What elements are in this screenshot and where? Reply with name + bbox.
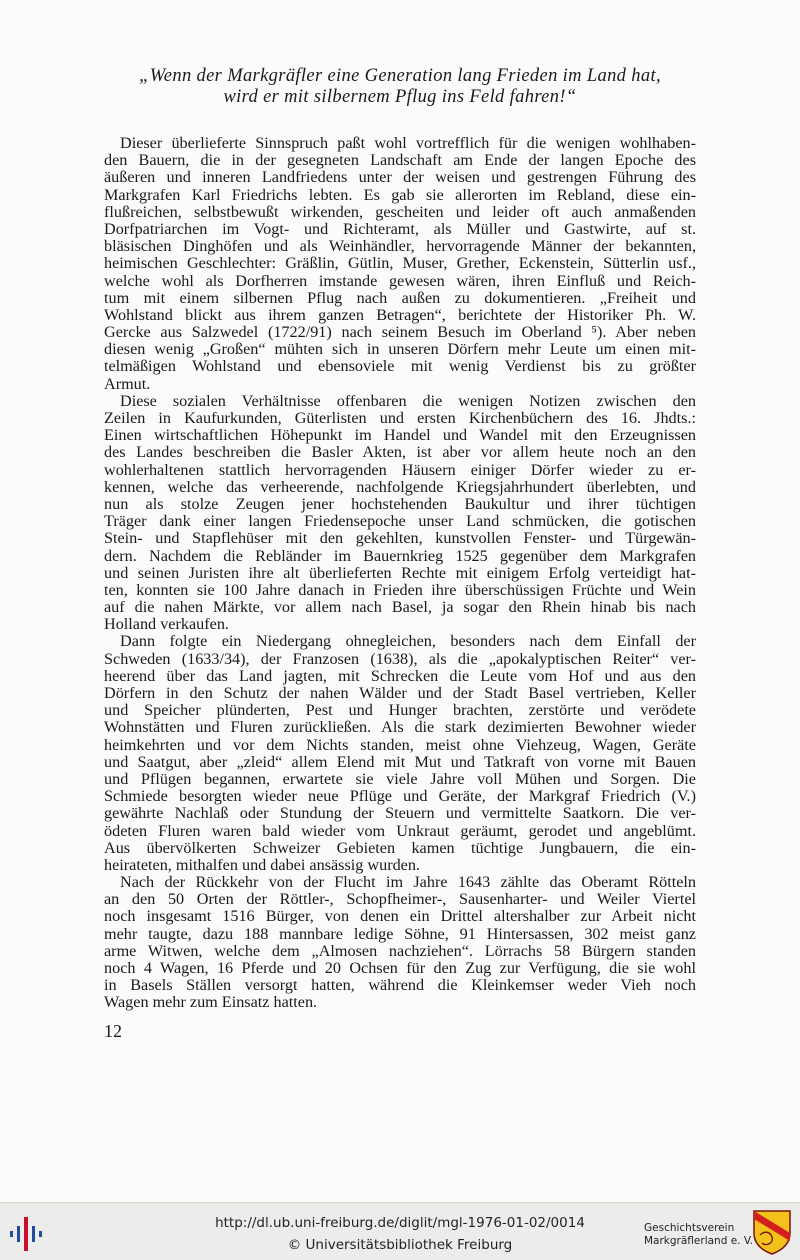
text-line: an den 50 Orten der Röttler-, Schopfheimer-, Sausenharter- und Weiler Viertel — [104, 891, 696, 909]
text-line: Gercke aus Salzwedel (1722/91) nach seinem Besuch im Oberland ⁵). Aber neben — [104, 324, 696, 342]
text-line: Dörfern in den Schutz der nahen Wälder und der Stadt Basel vertrieben, Keller — [104, 685, 696, 702]
text-line: Wohnstätten und Fluren zurückließen. Als die stark dezimierten Bewohner wieder — [104, 719, 696, 737]
text-line: noch 4 Wagen, 16 Pferde und 20 Ochsen für den Zug zur Verfügung, die sie wohl — [104, 960, 696, 977]
text-line: heimkehrten und vor dem Nichts standen, meist ohne Viehzeug, Wagen, Geräte — [104, 736, 696, 754]
society-name-line-1: Geschichtsverein — [644, 1222, 735, 1234]
footer-bar — [0, 1202, 800, 1260]
text-line: dern. Nachdem die Rebländer im Bauernkrieg 1525 gegenüber dem Markgrafen — [104, 547, 696, 565]
text-line: Markgrafen Karl Friedrichs lebten. Es gab sie allerorten im Rebland, diese ein- — [104, 186, 696, 204]
text-line: Stein- und Stapflehüser mit den gekehlten, kunstvollen Fenster- und Türgewän- — [104, 530, 696, 548]
text-line: arme Witwen, welche dem „Almosen nachziehen“. Lörrachs 58 Bürgern standen — [104, 942, 696, 960]
text-line: Schweden (1633/34), der Franzosen (1638), als die „apokalyptischen Reiter“ ver- — [104, 650, 696, 668]
text-line: in Basels Ställen versorgt hatten, während die Kleinkemser weder Vieh noch — [104, 977, 696, 995]
text-line: gewährte Nachlaß oder Stundung der Steuern und vermittelte Saatkorn. Die ver- — [104, 805, 696, 823]
society-name — [644, 1222, 753, 1248]
text-line: mehr taugte, dazu 188 mannbare ledige Söhne, 91 Hintersassen, 302 meist ganz — [104, 925, 696, 943]
text-line: Einen wirtschaftlichen Höhepunkt im Handel und Wandel mit den Erzeugnissen — [104, 427, 696, 445]
text-line: heerend über das Land jagten, mit Schrecken die Leute vom Hof und aus den — [104, 667, 696, 685]
text-line: tum mit einem silbernen Pflug nach außen zu dokumentieren. „Freiheit und — [104, 289, 696, 307]
body-text — [104, 135, 696, 1012]
text-line: kennen, welche das verheerende, nachfolgende Kriegsjahrhundert überlebten, und — [104, 478, 696, 496]
text-line: Zeilen in Kaufurkunden, Güterlisten und ersten Kirchenbüchern des 16. Jhdts.: — [104, 410, 696, 427]
text-line: Dieser überlieferte Sinnspruch paßt wohl vortrefflich für die wenigen wohlhaben- — [120, 135, 696, 152]
text-line: wohlerhaltenen stattlich hervorragenden Häusern einiger Dörfer wieder zu er- — [104, 461, 696, 479]
page-number: 12 — [104, 1021, 122, 1041]
text-line: heirateten, mithalfen und dabei ansässig wurden. — [104, 856, 421, 874]
text-line: und Speicher plünderten, Pest und Hunger brachten, zerstörte und verödete — [104, 702, 696, 720]
text-line: Aus übervölkerten Schweizer Gebieten kamen tüchtige Jungbauern, die ein- — [104, 839, 696, 857]
text-line: des Landes beschreiben die Basler Akten, ist aber vor allem heute noch an den — [104, 444, 696, 462]
motto-line-2: wird er mit silbernem Pflug ins Feld fahren!“ — [223, 87, 577, 107]
text-line: noch insgesamt 1516 Bürger, von denen ein Drittel altershalber zur Arbeit nicht — [104, 908, 696, 926]
coat-of-arms-icon — [752, 1209, 792, 1255]
text-line: welche wohl als Dorfherren imstande gewesen wären, ihren Einfluß und Reich- — [104, 272, 696, 290]
text-line: äußeren und inneren Landfriedens unter der weisen und gestrengen Führung des — [104, 169, 696, 187]
motto-quote — [100, 66, 700, 108]
text-line: und Saatgut, aber „zleid“ allem Elend mit Mut und Tatkraft von vorne mit Bauen — [104, 753, 696, 771]
text-line: diesen wenig „Großen“ mühten sich in unseren Dörfern mehr Leute um einen mit- — [104, 341, 696, 359]
text-line: telmäßigen Wohlstand und ebensoviele mit wenig Verdienst bis zu größter — [104, 358, 696, 376]
text-line: Schmiede besorgten wieder neue Pflüge und Geräte, der Markgraf Friedrich (V.) — [104, 788, 696, 806]
page-url-link[interactable]: http://dl.ub.uni-freiburg.de/diglit/mgl-1976-01-02/0014 — [215, 1215, 585, 1231]
text-line: Träger dank einer langen Friedensepoche unser Land schmücken, die gotischen — [104, 513, 696, 531]
text-line: ödeten Fluren waren bald wieder vom Unkraut geräumt, gerodet und angeblümt. — [104, 822, 696, 840]
text-line: Armut. — [104, 375, 151, 393]
text-line: und Pflügen begannen, erwartete sie viele Jahre voll Mühen und Sorgen. Die — [104, 770, 696, 788]
text-line: Nach der Rückkehr von der Flucht im Jahre 1643 zählte das Oberamt Rötteln — [120, 874, 696, 892]
text-line: Diese sozialen Verhältnisse offenbaren die wenigen Notizen zwischen den — [120, 392, 696, 410]
text-line: Dann folgte ein Niedergang ohnegleichen, besonders nach dem Einfall der — [120, 633, 696, 651]
text-line: ten, konnten sie 100 Jahre danach in Frieden ihre überschüssigen Früchte und Wein — [104, 581, 696, 599]
text-line: auf die nahen Märkte, vor allem nach Basel, ja sogar den Rhein hinab bis nach — [104, 599, 696, 617]
text-line: flußreichen, selbstbewußt wirkenden, gescheiten und leider oft auch anmaßenden — [104, 203, 696, 221]
text-line: Dorfpatriarchen im Vogt- und Richteramt, als Müller und Gastwirte, auf st. — [104, 220, 696, 238]
text-line: den Bauern, die in der gesegneten Landschaft am Ende der langen Epoche des — [104, 152, 696, 170]
motto-line-1: „Wenn der Markgräfler eine Generation lang Frieden im Land hat, — [139, 66, 661, 86]
text-line: heimischen Geschlechter: Gräßlin, Gütlin, Muser, Grether, Eckenstein, Sütterlin usf., — [104, 255, 696, 273]
text-line: Wagen mehr zum Einsatz hatten. — [104, 994, 318, 1012]
society-name-line-2: Markgräflerland e. V. — [644, 1235, 754, 1247]
text-line: nun als stolze Zeugen jener hochstehenden Baukultur und ihrer tüchtigen — [104, 495, 696, 513]
text-line: und seinen Juristen ihre alt überlieferten Rechte mit einigem Erfolg verteidigt hat- — [104, 564, 696, 582]
text-line: bläsischen Dinghöfen und als Weinhändler, hervorragende Männer der bekannten, — [104, 238, 696, 256]
text-line: Wohlstand blickt aus ihrem ganzen Betragen“, berichtete der Historiker Ph. W. — [104, 306, 696, 324]
text-line: Holland verkaufen. — [104, 616, 229, 634]
copyright-notice: © Universitätsbibliothek Freiburg — [287, 1237, 513, 1253]
